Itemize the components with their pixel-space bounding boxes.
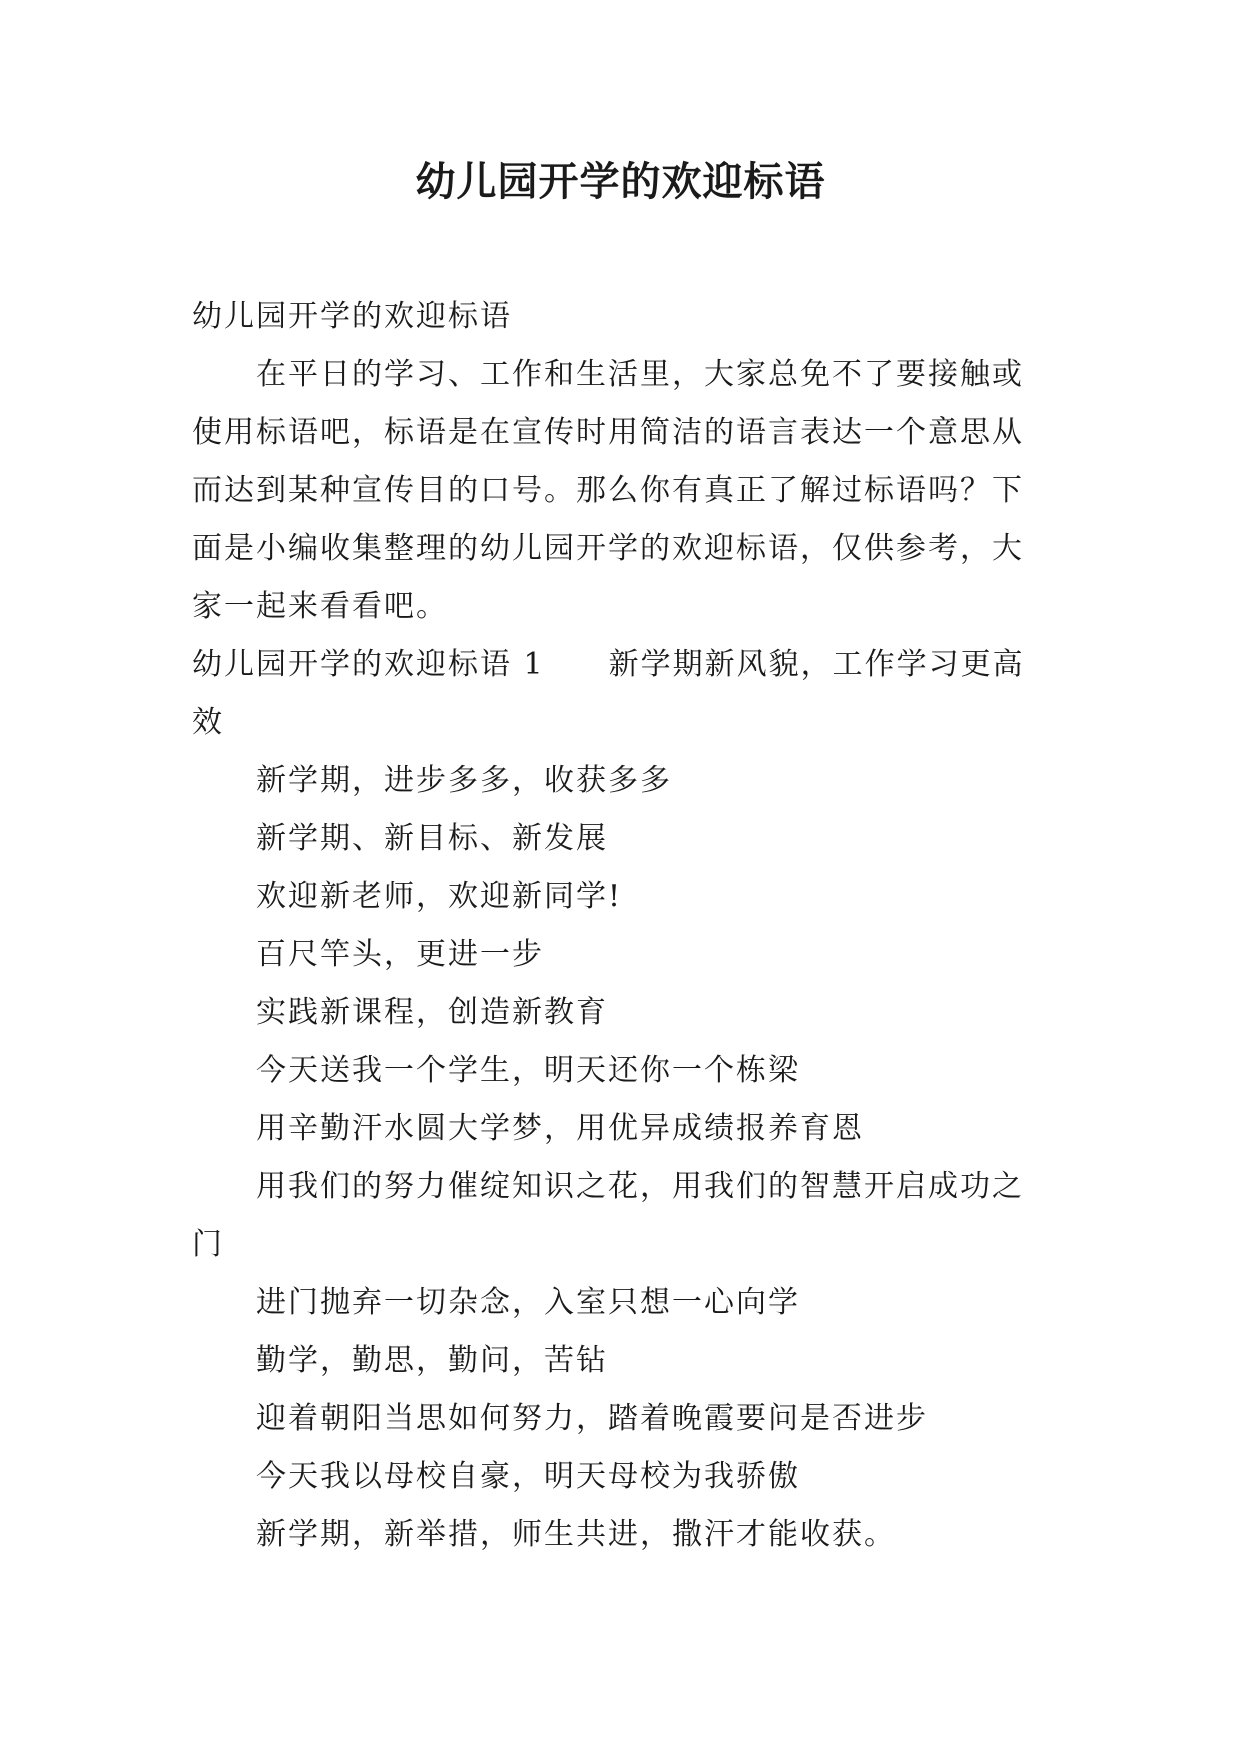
section-1-heading: 幼儿园开学的欢迎标语 1 — [192, 647, 545, 682]
slogan-line: 迎着朝阳当思如何努力，踏着晚霞要问是否进步 — [256, 1401, 928, 1436]
slogan-line: 进门抛弃一切杂念，入室只想一心向学 — [256, 1285, 800, 1320]
slogan-line: 今天我以母校自豪，明天母校为我骄傲 — [256, 1459, 800, 1494]
slogan-line: 用我们的努力催绽知识之花，用我们的智慧开启成功之门 — [192, 1169, 1024, 1262]
document-title: 幼儿园开学的欢迎标语 — [415, 158, 826, 205]
slogan-line: 用辛勤汗水圆大学梦，用优异成绩报养育恩 — [256, 1111, 864, 1146]
slogan-line: 新学期，进步多多，收获多多 — [256, 763, 672, 798]
slogan-line: 欢迎新老师，欢迎新同学! — [256, 879, 623, 914]
slogan-line: 百尺竿头，更进一步 — [256, 937, 544, 972]
document-body — [192, 288, 1052, 1564]
slogan-line: 勤学，勤思，勤问，苦钻 — [256, 1343, 608, 1378]
slogan-line: 新学期，新举措，师生共进，撒汗才能收获。 — [256, 1517, 896, 1552]
slogan-line: 新学期、新目标、新发展 — [256, 821, 608, 856]
section-1 — [192, 636, 1052, 752]
slogan-line: 今天送我一个学生，明天还你一个栋梁 — [256, 1053, 800, 1088]
section-1-first-slogan: 新学期新风貌，工作学习更高效 — [192, 647, 1025, 740]
slogan-line: 实践新课程，创造新教育 — [256, 995, 608, 1030]
intro-paragraph: 在平日的学习、工作和生活里，大家总免不了要接触或使用标语吧，标语是在宣传时用简洁的语言表达一个意思从而达到某种宣传目的口号。那么你有真正了解过标语吗？下面是小编收集整理的幼儿园开学的欢迎标语，仅供参考，大家一起来看看吧。 — [192, 357, 1024, 624]
subtitle: 幼儿园开学的欢迎标语 — [192, 299, 512, 334]
